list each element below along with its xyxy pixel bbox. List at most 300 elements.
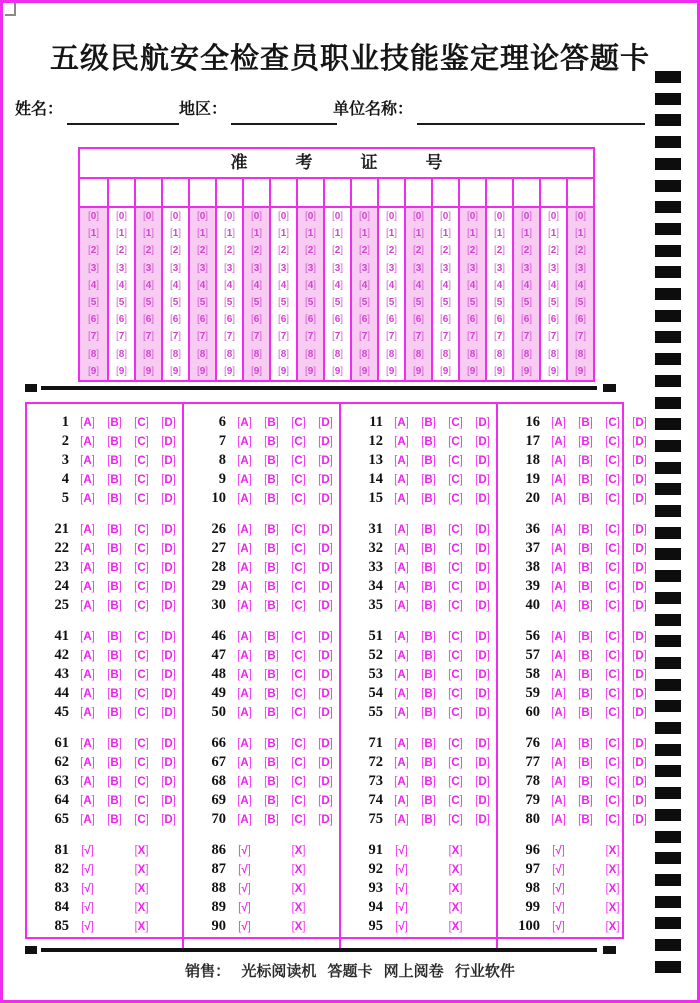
digit-bubble[interactable] bbox=[325, 277, 350, 294]
option-bubble[interactable] bbox=[291, 883, 305, 895]
option-bubble[interactable] bbox=[237, 776, 252, 788]
option-bubble[interactable] bbox=[605, 921, 619, 933]
digit-bubble[interactable] bbox=[190, 328, 215, 345]
digit-bubble[interactable] bbox=[460, 311, 485, 328]
option-bubble[interactable] bbox=[578, 600, 593, 612]
option-bubble[interactable] bbox=[80, 669, 95, 681]
option-bubble[interactable] bbox=[237, 436, 252, 448]
option-bubble[interactable] bbox=[264, 600, 279, 612]
option-bubble[interactable] bbox=[448, 631, 463, 643]
option-bubble[interactable] bbox=[632, 814, 647, 826]
option-bubble[interactable] bbox=[264, 707, 279, 719]
option-bubble[interactable] bbox=[80, 795, 95, 807]
option-bubble[interactable] bbox=[421, 688, 436, 700]
digit-bubble[interactable] bbox=[514, 363, 539, 380]
option-bubble[interactable] bbox=[448, 883, 462, 895]
option-bubble[interactable] bbox=[475, 455, 490, 467]
option-bubble[interactable] bbox=[134, 688, 149, 700]
option-bubble[interactable] bbox=[605, 688, 620, 700]
option-bubble[interactable] bbox=[551, 776, 566, 788]
digit-bubble[interactable] bbox=[136, 225, 161, 242]
digit-bubble[interactable] bbox=[80, 225, 107, 242]
exam-number-writein-cell[interactable] bbox=[539, 179, 566, 206]
option-bubble[interactable] bbox=[237, 650, 252, 662]
option-bubble[interactable] bbox=[605, 417, 620, 429]
option-bubble[interactable] bbox=[448, 581, 463, 593]
option-bubble[interactable] bbox=[475, 795, 490, 807]
option-bubble[interactable] bbox=[291, 474, 306, 486]
option-bubble[interactable] bbox=[605, 757, 620, 769]
option-bubble[interactable] bbox=[394, 543, 409, 555]
digit-bubble[interactable] bbox=[298, 311, 323, 328]
digit-bubble[interactable] bbox=[379, 260, 404, 277]
digit-bubble[interactable] bbox=[271, 311, 296, 328]
option-bubble[interactable] bbox=[134, 757, 149, 769]
option-bubble[interactable] bbox=[161, 650, 176, 662]
digit-bubble[interactable] bbox=[163, 363, 188, 380]
option-bubble[interactable] bbox=[394, 650, 409, 662]
option-bubble[interactable] bbox=[578, 776, 593, 788]
exam-number-writein-cell[interactable] bbox=[296, 179, 323, 206]
option-bubble[interactable] bbox=[551, 562, 566, 574]
digit-bubble[interactable] bbox=[109, 328, 134, 345]
option-bubble[interactable] bbox=[80, 600, 95, 612]
option-bubble[interactable] bbox=[264, 417, 279, 429]
digit-bubble[interactable] bbox=[487, 363, 512, 380]
option-bubble[interactable] bbox=[134, 669, 149, 681]
digit-bubble[interactable] bbox=[298, 208, 323, 225]
option-bubble[interactable] bbox=[134, 921, 148, 933]
option-bubble[interactable] bbox=[475, 600, 490, 612]
option-bubble[interactable] bbox=[134, 795, 149, 807]
option-bubble[interactable] bbox=[578, 474, 593, 486]
option-bubble[interactable] bbox=[81, 883, 94, 895]
digit-bubble[interactable] bbox=[217, 328, 242, 345]
option-bubble[interactable] bbox=[632, 650, 647, 662]
option-bubble[interactable] bbox=[107, 417, 122, 429]
option-bubble[interactable] bbox=[551, 795, 566, 807]
option-bubble[interactable] bbox=[605, 669, 620, 681]
digit-bubble[interactable] bbox=[244, 242, 269, 259]
option-bubble[interactable] bbox=[161, 776, 176, 788]
option-bubble[interactable] bbox=[291, 757, 306, 769]
option-bubble[interactable] bbox=[632, 543, 647, 555]
option-bubble[interactable] bbox=[264, 776, 279, 788]
digit-bubble[interactable] bbox=[406, 260, 431, 277]
digit-bubble[interactable] bbox=[271, 294, 296, 311]
option-bubble[interactable] bbox=[237, 669, 252, 681]
option-bubble[interactable] bbox=[578, 455, 593, 467]
option-bubble[interactable] bbox=[551, 543, 566, 555]
option-bubble[interactable] bbox=[448, 776, 463, 788]
digit-bubble[interactable] bbox=[433, 311, 458, 328]
option-bubble[interactable] bbox=[578, 524, 593, 536]
digit-bubble[interactable] bbox=[406, 294, 431, 311]
digit-bubble[interactable] bbox=[298, 242, 323, 259]
option-bubble[interactable] bbox=[80, 688, 95, 700]
option-bubble[interactable] bbox=[421, 776, 436, 788]
option-bubble[interactable] bbox=[291, 543, 306, 555]
digit-bubble[interactable] bbox=[487, 225, 512, 242]
option-bubble[interactable] bbox=[318, 738, 333, 750]
digit-bubble[interactable] bbox=[379, 294, 404, 311]
option-bubble[interactable] bbox=[475, 436, 490, 448]
digit-bubble[interactable] bbox=[568, 328, 593, 345]
digit-bubble[interactable] bbox=[487, 277, 512, 294]
digit-bubble[interactable] bbox=[217, 311, 242, 328]
option-bubble[interactable] bbox=[578, 543, 593, 555]
exam-number-writein-cell[interactable] bbox=[404, 179, 431, 206]
option-bubble[interactable] bbox=[578, 669, 593, 681]
option-bubble[interactable] bbox=[237, 562, 252, 574]
option-bubble[interactable] bbox=[161, 688, 176, 700]
option-bubble[interactable] bbox=[134, 738, 149, 750]
digit-bubble[interactable] bbox=[541, 328, 566, 345]
digit-bubble[interactable] bbox=[109, 363, 134, 380]
option-bubble[interactable] bbox=[81, 921, 94, 933]
option-bubble[interactable] bbox=[291, 631, 306, 643]
digit-bubble[interactable] bbox=[352, 260, 377, 277]
digit-bubble[interactable] bbox=[379, 328, 404, 345]
exam-number-writein-cell[interactable] bbox=[80, 179, 107, 206]
digit-bubble[interactable] bbox=[460, 225, 485, 242]
exam-number-writein-cell[interactable] bbox=[161, 179, 188, 206]
option-bubble[interactable] bbox=[605, 474, 620, 486]
option-bubble[interactable] bbox=[448, 902, 462, 914]
exam-number-writein-cell[interactable] bbox=[350, 179, 377, 206]
option-bubble[interactable] bbox=[80, 436, 95, 448]
digit-bubble[interactable] bbox=[460, 328, 485, 345]
digit-bubble[interactable] bbox=[109, 242, 134, 259]
digit-bubble[interactable] bbox=[352, 346, 377, 363]
option-bubble[interactable] bbox=[161, 562, 176, 574]
digit-bubble[interactable] bbox=[379, 225, 404, 242]
option-bubble[interactable] bbox=[605, 902, 619, 914]
digit-bubble[interactable] bbox=[136, 242, 161, 259]
digit-bubble[interactable] bbox=[568, 346, 593, 363]
digit-bubble[interactable] bbox=[217, 294, 242, 311]
option-bubble[interactable] bbox=[448, 493, 463, 505]
option-bubble[interactable] bbox=[394, 707, 409, 719]
digit-bubble[interactable] bbox=[244, 225, 269, 242]
option-bubble[interactable] bbox=[291, 524, 306, 536]
option-bubble[interactable] bbox=[632, 493, 647, 505]
option-bubble[interactable] bbox=[81, 902, 94, 914]
option-bubble[interactable] bbox=[291, 581, 306, 593]
option-bubble[interactable] bbox=[134, 436, 149, 448]
digit-bubble[interactable] bbox=[514, 208, 539, 225]
option-bubble[interactable] bbox=[161, 436, 176, 448]
digit-bubble[interactable] bbox=[379, 242, 404, 259]
option-bubble[interactable] bbox=[632, 631, 647, 643]
option-bubble[interactable] bbox=[134, 455, 149, 467]
digit-bubble[interactable] bbox=[244, 208, 269, 225]
option-bubble[interactable] bbox=[237, 757, 252, 769]
option-bubble[interactable] bbox=[605, 562, 620, 574]
option-bubble[interactable] bbox=[421, 417, 436, 429]
digit-bubble[interactable] bbox=[406, 363, 431, 380]
option-bubble[interactable] bbox=[394, 688, 409, 700]
digit-bubble[interactable] bbox=[271, 242, 296, 259]
option-bubble[interactable] bbox=[237, 814, 252, 826]
digit-bubble[interactable] bbox=[352, 225, 377, 242]
option-bubble[interactable] bbox=[551, 650, 566, 662]
digit-bubble[interactable] bbox=[244, 277, 269, 294]
option-bubble[interactable] bbox=[551, 757, 566, 769]
digit-bubble[interactable] bbox=[433, 242, 458, 259]
digit-bubble[interactable] bbox=[109, 260, 134, 277]
option-bubble[interactable] bbox=[394, 581, 409, 593]
digit-bubble[interactable] bbox=[163, 346, 188, 363]
option-bubble[interactable] bbox=[632, 688, 647, 700]
digit-bubble[interactable] bbox=[163, 311, 188, 328]
option-bubble[interactable] bbox=[551, 814, 566, 826]
option-bubble[interactable] bbox=[161, 795, 176, 807]
option-bubble[interactable] bbox=[107, 688, 122, 700]
option-bubble[interactable] bbox=[161, 814, 176, 826]
option-bubble[interactable] bbox=[394, 795, 409, 807]
option-bubble[interactable] bbox=[448, 707, 463, 719]
option-bubble[interactable] bbox=[475, 757, 490, 769]
option-bubble[interactable] bbox=[605, 524, 620, 536]
option-bubble[interactable] bbox=[107, 631, 122, 643]
option-bubble[interactable] bbox=[421, 650, 436, 662]
digit-bubble[interactable] bbox=[217, 277, 242, 294]
option-bubble[interactable] bbox=[291, 417, 306, 429]
option-bubble[interactable] bbox=[264, 757, 279, 769]
option-bubble[interactable] bbox=[237, 417, 252, 429]
digit-bubble[interactable] bbox=[109, 311, 134, 328]
digit-bubble[interactable] bbox=[487, 242, 512, 259]
option-bubble[interactable] bbox=[318, 631, 333, 643]
digit-bubble[interactable] bbox=[80, 242, 107, 259]
option-bubble[interactable] bbox=[161, 757, 176, 769]
option-bubble[interactable] bbox=[264, 436, 279, 448]
option-bubble[interactable] bbox=[237, 581, 252, 593]
digit-bubble[interactable] bbox=[541, 242, 566, 259]
option-bubble[interactable] bbox=[161, 707, 176, 719]
option-bubble[interactable] bbox=[632, 581, 647, 593]
option-bubble[interactable] bbox=[161, 417, 176, 429]
digit-bubble[interactable] bbox=[271, 363, 296, 380]
digit-bubble[interactable] bbox=[136, 277, 161, 294]
option-bubble[interactable] bbox=[552, 845, 565, 857]
digit-bubble[interactable] bbox=[325, 260, 350, 277]
option-bubble[interactable] bbox=[632, 417, 647, 429]
option-bubble[interactable] bbox=[394, 669, 409, 681]
exam-number-writein-cell[interactable] bbox=[215, 179, 242, 206]
digit-bubble[interactable] bbox=[217, 242, 242, 259]
option-bubble[interactable] bbox=[578, 436, 593, 448]
option-bubble[interactable] bbox=[448, 688, 463, 700]
option-bubble[interactable] bbox=[552, 883, 565, 895]
exam-number-writein-cell[interactable] bbox=[485, 179, 512, 206]
digit-bubble[interactable] bbox=[244, 346, 269, 363]
option-bubble[interactable] bbox=[475, 524, 490, 536]
option-bubble[interactable] bbox=[421, 795, 436, 807]
option-bubble[interactable] bbox=[318, 650, 333, 662]
digit-bubble[interactable] bbox=[514, 311, 539, 328]
digit-bubble[interactable] bbox=[325, 208, 350, 225]
digit-bubble[interactable] bbox=[325, 311, 350, 328]
option-bubble[interactable] bbox=[238, 845, 251, 857]
option-bubble[interactable] bbox=[421, 669, 436, 681]
option-bubble[interactable] bbox=[291, 600, 306, 612]
option-bubble[interactable] bbox=[551, 436, 566, 448]
option-bubble[interactable] bbox=[318, 776, 333, 788]
exam-number-writein-cell[interactable] bbox=[323, 179, 350, 206]
option-bubble[interactable] bbox=[237, 707, 252, 719]
option-bubble[interactable] bbox=[605, 493, 620, 505]
option-bubble[interactable] bbox=[421, 738, 436, 750]
option-bubble[interactable] bbox=[238, 864, 251, 876]
digit-bubble[interactable] bbox=[568, 277, 593, 294]
digit-bubble[interactable] bbox=[487, 208, 512, 225]
option-bubble[interactable] bbox=[264, 650, 279, 662]
option-bubble[interactable] bbox=[578, 417, 593, 429]
digit-bubble[interactable] bbox=[271, 277, 296, 294]
option-bubble[interactable] bbox=[552, 902, 565, 914]
digit-bubble[interactable] bbox=[352, 208, 377, 225]
digit-bubble[interactable] bbox=[163, 277, 188, 294]
digit-bubble[interactable] bbox=[136, 208, 161, 225]
digit-bubble[interactable] bbox=[190, 363, 215, 380]
digit-bubble[interactable] bbox=[433, 363, 458, 380]
option-bubble[interactable] bbox=[605, 650, 620, 662]
option-bubble[interactable] bbox=[107, 776, 122, 788]
digit-bubble[interactable] bbox=[325, 294, 350, 311]
digit-bubble[interactable] bbox=[136, 260, 161, 277]
option-bubble[interactable] bbox=[448, 921, 462, 933]
option-bubble[interactable] bbox=[578, 757, 593, 769]
digit-bubble[interactable] bbox=[109, 208, 134, 225]
option-bubble[interactable] bbox=[81, 845, 94, 857]
digit-bubble[interactable] bbox=[568, 225, 593, 242]
option-bubble[interactable] bbox=[448, 814, 463, 826]
digit-bubble[interactable] bbox=[217, 346, 242, 363]
digit-bubble[interactable] bbox=[163, 294, 188, 311]
option-bubble[interactable] bbox=[448, 417, 463, 429]
option-bubble[interactable] bbox=[551, 474, 566, 486]
region-input-line[interactable] bbox=[231, 94, 337, 125]
option-bubble[interactable] bbox=[264, 493, 279, 505]
option-bubble[interactable] bbox=[237, 688, 252, 700]
digit-bubble[interactable] bbox=[406, 242, 431, 259]
option-bubble[interactable] bbox=[161, 455, 176, 467]
digit-bubble[interactable] bbox=[352, 294, 377, 311]
option-bubble[interactable] bbox=[237, 493, 252, 505]
digit-bubble[interactable] bbox=[514, 242, 539, 259]
option-bubble[interactable] bbox=[238, 902, 251, 914]
option-bubble[interactable] bbox=[421, 524, 436, 536]
option-bubble[interactable] bbox=[107, 707, 122, 719]
digit-bubble[interactable] bbox=[271, 208, 296, 225]
option-bubble[interactable] bbox=[264, 524, 279, 536]
option-bubble[interactable] bbox=[264, 543, 279, 555]
option-bubble[interactable] bbox=[394, 455, 409, 467]
digit-bubble[interactable] bbox=[217, 363, 242, 380]
digit-bubble[interactable] bbox=[541, 208, 566, 225]
option-bubble[interactable] bbox=[318, 600, 333, 612]
option-bubble[interactable] bbox=[318, 707, 333, 719]
digit-bubble[interactable] bbox=[80, 260, 107, 277]
option-bubble[interactable] bbox=[421, 474, 436, 486]
option-bubble[interactable] bbox=[80, 650, 95, 662]
option-bubble[interactable] bbox=[318, 436, 333, 448]
option-bubble[interactable] bbox=[605, 631, 620, 643]
option-bubble[interactable] bbox=[605, 600, 620, 612]
option-bubble[interactable] bbox=[394, 493, 409, 505]
digit-bubble[interactable] bbox=[541, 225, 566, 242]
option-bubble[interactable] bbox=[81, 864, 94, 876]
option-bubble[interactable] bbox=[448, 650, 463, 662]
option-bubble[interactable] bbox=[421, 436, 436, 448]
digit-bubble[interactable] bbox=[352, 328, 377, 345]
option-bubble[interactable] bbox=[318, 581, 333, 593]
option-bubble[interactable] bbox=[134, 524, 149, 536]
option-bubble[interactable] bbox=[318, 814, 333, 826]
digit-bubble[interactable] bbox=[80, 208, 107, 225]
option-bubble[interactable] bbox=[134, 493, 149, 505]
digit-bubble[interactable] bbox=[379, 346, 404, 363]
digit-bubble[interactable] bbox=[271, 260, 296, 277]
digit-bubble[interactable] bbox=[109, 346, 134, 363]
digit-bubble[interactable] bbox=[541, 277, 566, 294]
option-bubble[interactable] bbox=[80, 543, 95, 555]
option-bubble[interactable] bbox=[632, 562, 647, 574]
option-bubble[interactable] bbox=[475, 707, 490, 719]
digit-bubble[interactable] bbox=[406, 346, 431, 363]
digit-bubble[interactable] bbox=[190, 208, 215, 225]
option-bubble[interactable] bbox=[237, 738, 252, 750]
option-bubble[interactable] bbox=[80, 776, 95, 788]
digit-bubble[interactable] bbox=[244, 260, 269, 277]
exam-number-writein-cell[interactable] bbox=[107, 179, 134, 206]
option-bubble[interactable] bbox=[394, 474, 409, 486]
digit-bubble[interactable] bbox=[325, 328, 350, 345]
option-bubble[interactable] bbox=[448, 474, 463, 486]
exam-number-writein-cell[interactable] bbox=[377, 179, 404, 206]
option-bubble[interactable] bbox=[394, 738, 409, 750]
option-bubble[interactable] bbox=[318, 524, 333, 536]
option-bubble[interactable] bbox=[448, 455, 463, 467]
option-bubble[interactable] bbox=[605, 864, 619, 876]
option-bubble[interactable] bbox=[318, 688, 333, 700]
option-bubble[interactable] bbox=[107, 562, 122, 574]
option-bubble[interactable] bbox=[475, 417, 490, 429]
digit-bubble[interactable] bbox=[352, 311, 377, 328]
digit-bubble[interactable] bbox=[379, 277, 404, 294]
option-bubble[interactable] bbox=[318, 562, 333, 574]
digit-bubble[interactable] bbox=[163, 260, 188, 277]
digit-bubble[interactable] bbox=[163, 208, 188, 225]
digit-bubble[interactable] bbox=[406, 208, 431, 225]
digit-bubble[interactable] bbox=[487, 346, 512, 363]
digit-bubble[interactable] bbox=[190, 225, 215, 242]
option-bubble[interactable] bbox=[264, 795, 279, 807]
digit-bubble[interactable] bbox=[80, 363, 107, 380]
option-bubble[interactable] bbox=[578, 738, 593, 750]
option-bubble[interactable] bbox=[80, 562, 95, 574]
digit-bubble[interactable] bbox=[298, 328, 323, 345]
digit-bubble[interactable] bbox=[568, 311, 593, 328]
digit-bubble[interactable] bbox=[433, 328, 458, 345]
digit-bubble[interactable] bbox=[352, 242, 377, 259]
option-bubble[interactable] bbox=[318, 757, 333, 769]
option-bubble[interactable] bbox=[291, 455, 306, 467]
digit-bubble[interactable] bbox=[487, 311, 512, 328]
option-bubble[interactable] bbox=[551, 669, 566, 681]
